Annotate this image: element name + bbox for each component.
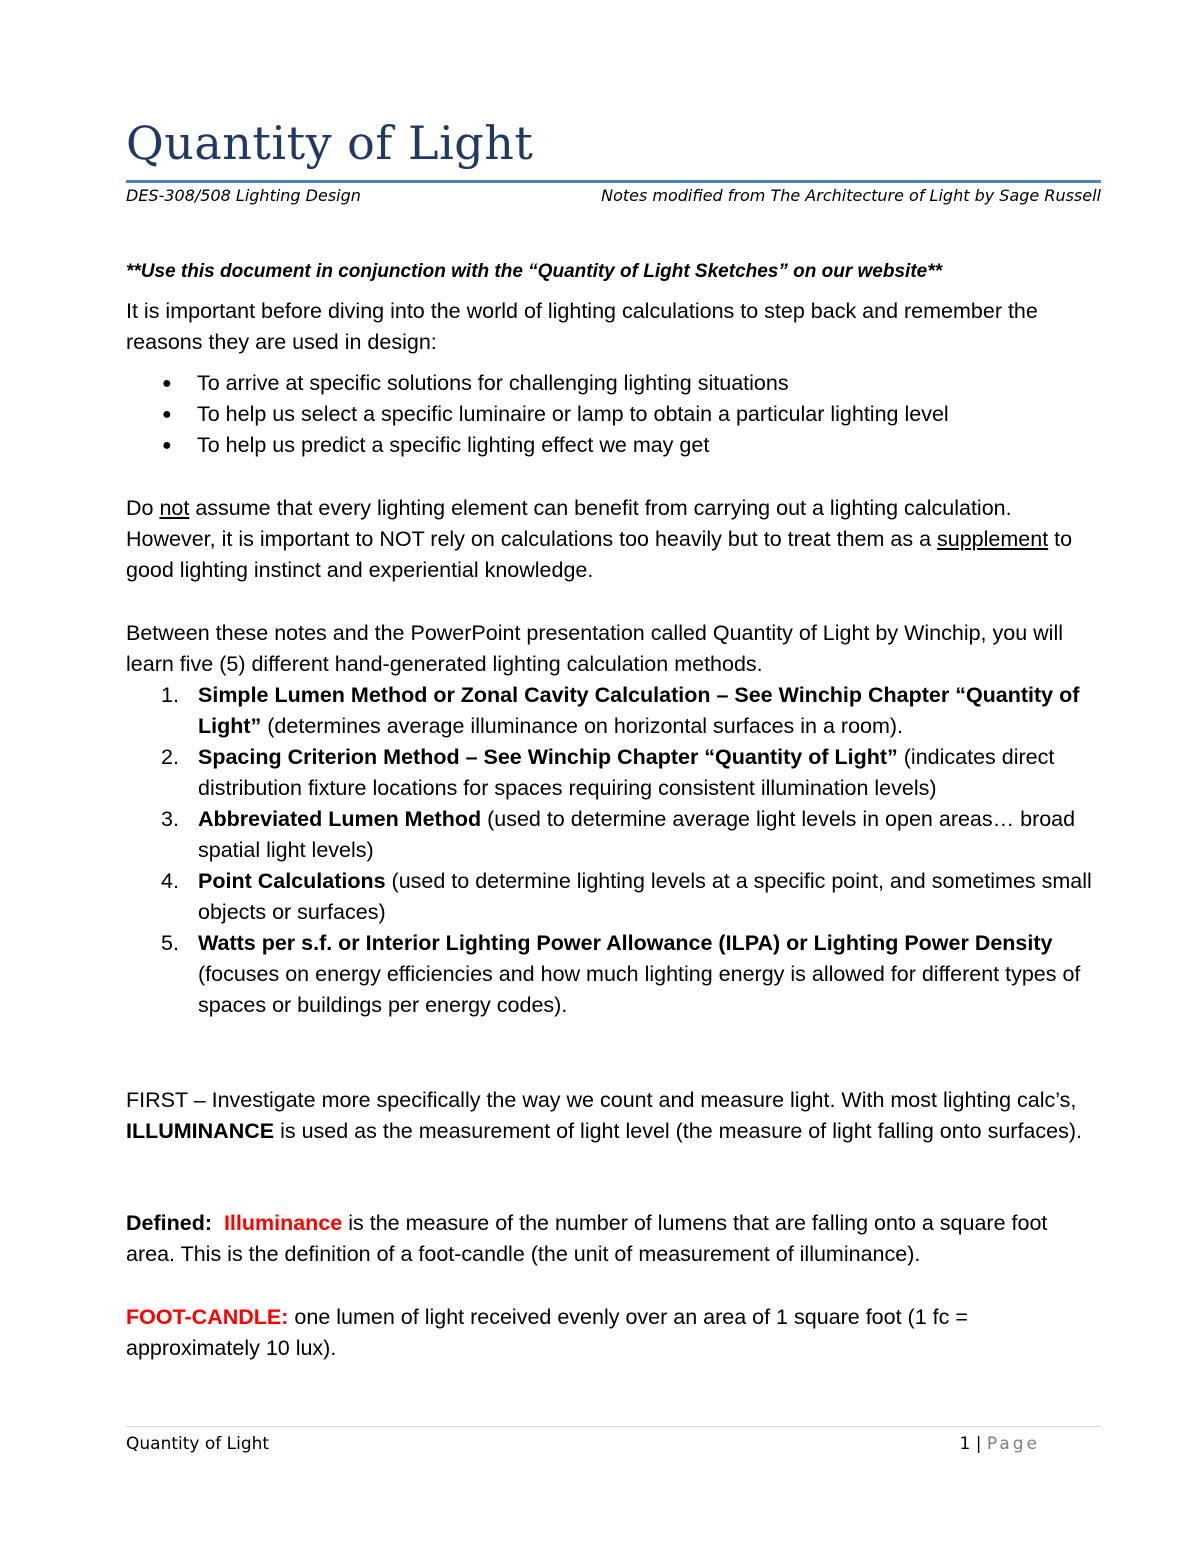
footer-divider [126, 1426, 1101, 1427]
underlined-supplement: supplement [937, 527, 1049, 551]
list-item: ● To help us select a specific luminaire or lamp to obtain a particular lighting level [126, 399, 1102, 430]
title-divider [126, 180, 1101, 183]
list-item [126, 866, 1102, 928]
calculation-caution-paragraph [126, 493, 1102, 586]
text-span: to good lighting instinct and experiential knowledge. [126, 527, 1073, 582]
definition-label: Defined: [126, 1211, 212, 1235]
text-span: Do [126, 496, 160, 520]
definition-text: is the measure of the number of lumens that are falling onto a square foot area. This is the definition of a foot-candle (the unit of measurement of illuminance). [126, 1211, 1048, 1266]
text-span: is used as the measurement of light level (the measure of light falling onto surfaces). [274, 1119, 1082, 1143]
source-note: Notes modified from The Architecture of Light by Sage Russell [601, 186, 1101, 205]
text-span: FIRST – Investigate more specifically the way we count and measure light. With most lighting calc’s, [126, 1088, 1077, 1112]
foot-candle-paragraph [126, 1302, 1102, 1364]
page-title: Quantity of Light [126, 116, 534, 170]
illuminance-term: ILLUMINANCE [126, 1119, 275, 1143]
list-number: 5. [161, 931, 179, 955]
method-description: (indicates direct distribution fixture locations for spaces requiring consistent illumination levels) [198, 745, 1055, 800]
method-description: (used to determine average light levels in open areas… broad spatial light levels) [198, 807, 1076, 862]
illuminance-defined-term: Illuminance [223, 1211, 343, 1235]
method-description: (used to determine lighting levels at a specific point, and sometimes small objects or surfaces) [198, 869, 1092, 924]
list-item [126, 928, 1102, 1021]
footer-title: Quantity of Light [126, 1434, 270, 1454]
reasons-list [126, 368, 1102, 461]
underlined-not: not [159, 496, 190, 520]
method-description: (focuses on energy efficiencies and how much lighting energy is allowed for different types of spaces or buildings per energy codes). [198, 962, 1081, 1017]
list-item: ● To arrive at specific solutions for challenging lighting situations [126, 368, 1102, 399]
page-number [959, 1434, 1040, 1454]
list-item [126, 742, 1102, 804]
method-title: Spacing Criterion Method – See Winchip Chapter “Quantity of Light” [198, 745, 898, 769]
method-description: (determines average illuminance on horizontal surfaces in a room). [261, 714, 904, 738]
text-span: assume that every lighting element can benefit from carrying out a lighting calculation. However, it is important to NOT rely on calculations too heavily but to treat them as a [126, 496, 1012, 551]
methods-intro: Between these notes and the PowerPoint presentation called Quantity of Light by Winchip, you will learn five (5) different hand-generated lighting calculation methods. [126, 621, 1063, 676]
course-name: DES-308/508 Lighting Design [126, 186, 361, 205]
list-item [126, 680, 1102, 742]
method-title: Abbreviated Lumen Method [198, 807, 482, 831]
list-number: 2. [161, 745, 179, 769]
page-separator: | [975, 1434, 982, 1454]
list-number: 1. [161, 683, 179, 707]
foot-candle-text: one lumen of light received evenly over an area of 1 square foot (1 fc = approximately 10 lux). [126, 1305, 968, 1360]
usage-note: **Use this document in conjunction with the “Quantity of Light Sketches” on our website** [126, 261, 943, 282]
method-title: Point Calculations [198, 869, 386, 893]
methods-section [126, 618, 1102, 1021]
methods-list [126, 680, 1102, 1021]
intro-section [126, 296, 1102, 461]
list-item: ● To help us predict a specific lighting effect we may get [126, 430, 1102, 461]
list-item [126, 804, 1102, 866]
page-number-value: 1 [959, 1434, 971, 1454]
method-title: Simple Lumen Method or Zonal Cavity Calculation – See Winchip Chapter “Quantity of Light” [198, 683, 1080, 738]
method-title: Watts per s.f. or Interior Lighting Power Allowance (ILPA) or Lighting Power Density [198, 931, 1053, 955]
foot-candle-term: FOOT-CANDLE: [126, 1305, 289, 1329]
measurement-paragraph [126, 1085, 1102, 1147]
intro-paragraph: It is important before diving into the world of lighting calculations to step back and remember the reasons they are used in design: [126, 299, 1038, 354]
page-label: Page [986, 1434, 1040, 1454]
list-number: 3. [161, 807, 179, 831]
definition-paragraph [126, 1208, 1102, 1270]
list-number: 4. [161, 869, 179, 893]
